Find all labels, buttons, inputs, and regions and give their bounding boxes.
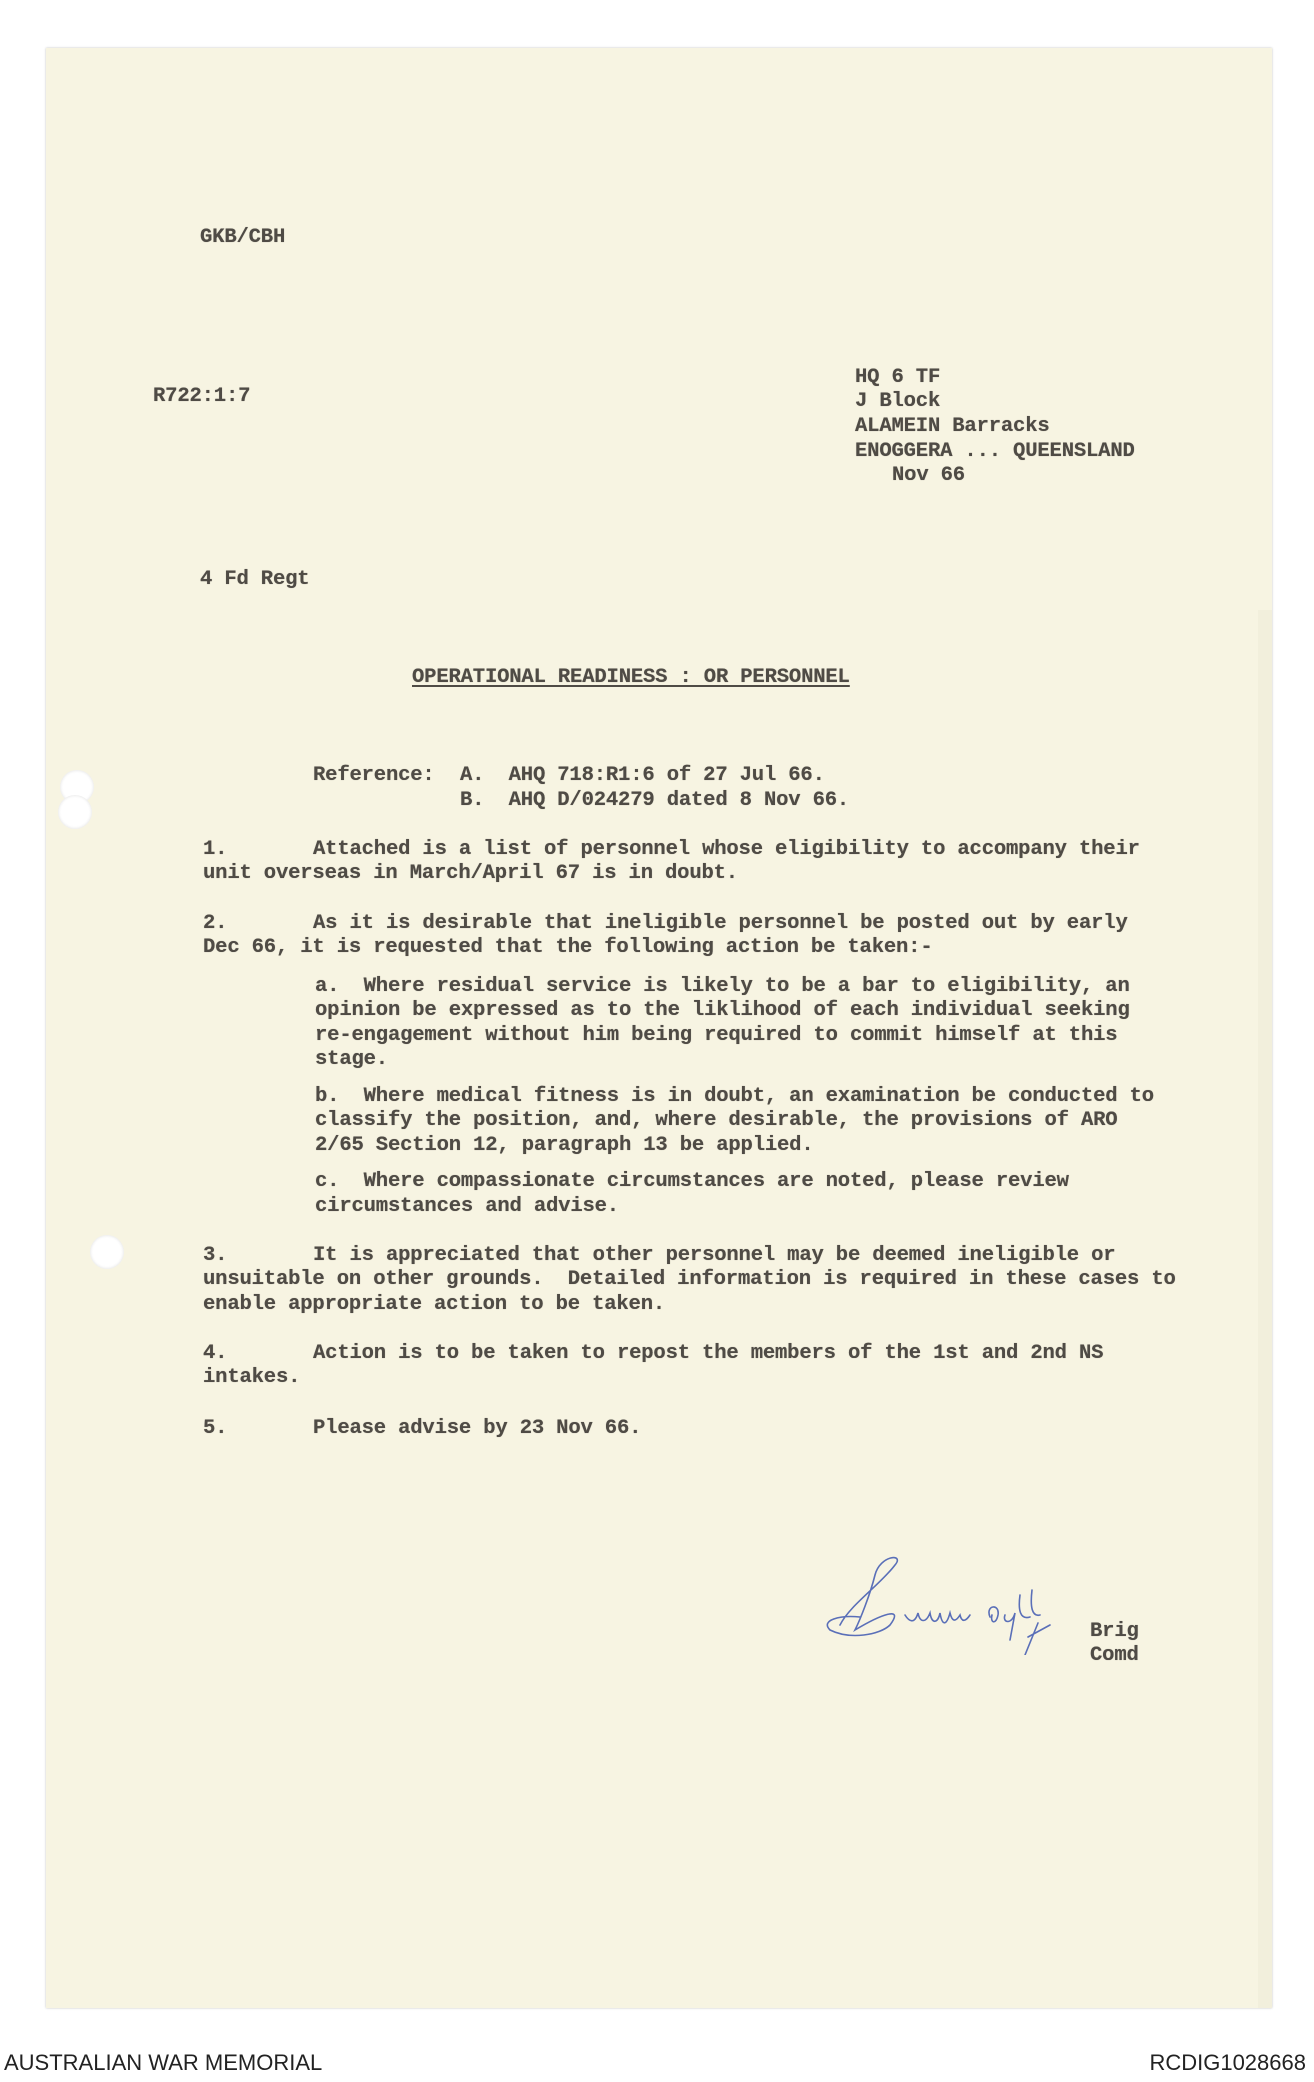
- paragraph-line: Attached is a list of personnel whose eligibility to accompany their: [313, 838, 1140, 861]
- signature-title: Comd: [1090, 1644, 1139, 1667]
- subparagraph-line: stage.: [315, 1048, 388, 1071]
- reference-a: A. AHQ 718:R1:6 of 27 Jul 66.: [460, 764, 825, 787]
- reference-label: Reference:: [313, 764, 435, 787]
- paragraph-line: enable appropriate action to be taken.: [203, 1293, 666, 1316]
- subparagraph-line: a. Where residual service is likely to be a bar to eligibility, an: [315, 975, 1130, 998]
- footer-id: RCDIG1028668: [1149, 2050, 1306, 2075]
- paragraph-line: As it is desirable that ineligible personnel be posted out by early: [313, 912, 1128, 935]
- subparagraph-line: circumstances and advise.: [315, 1195, 619, 1218]
- paragraph-line: intakes.: [203, 1366, 301, 1389]
- subparagraph-line: opinion be expressed as to the liklihood of each individual seeking: [315, 999, 1130, 1022]
- paragraph-line: It is appreciated that other personnel may be deemed ineligible or: [313, 1244, 1116, 1267]
- paragraph-number: 4.: [203, 1342, 228, 1365]
- date-line: Nov 66: [892, 464, 965, 487]
- paragraph-number: 3.: [203, 1244, 228, 1267]
- punch-hole: [58, 795, 92, 829]
- handwritten-signature: [820, 1545, 1120, 1655]
- subparagraph-line: re-engagement without him being required to commit himself at this: [315, 1024, 1118, 1047]
- subparagraph-line: b. Where medical fitness is in doubt, an examination be conducted to: [315, 1085, 1154, 1108]
- punch-hole: [90, 1235, 124, 1269]
- address-line: J Block: [855, 390, 941, 413]
- paragraph-number: 5.: [203, 1417, 228, 1440]
- paragraph-line: Please advise by 23 Nov 66.: [313, 1417, 642, 1440]
- signature-title: Brig: [1090, 1620, 1139, 1643]
- subparagraph-line: c. Where compassionate circumstances are noted, please review: [315, 1170, 1069, 1193]
- document-title: OPERATIONAL READINESS : OR PERSONNEL: [412, 666, 850, 689]
- footer-source: AUSTRALIAN WAR MEMORIAL: [4, 2050, 323, 2075]
- subparagraph-line: classify the position, and, where desirable, the provisions of ARO: [315, 1109, 1118, 1132]
- file-reference: R722:1:7: [153, 385, 251, 408]
- paragraph-line: unit overseas in March/April 67 is in doubt.: [203, 862, 738, 885]
- paragraph-line: unsuitable on other grounds. Detailed information is required in these cases to: [203, 1268, 1176, 1291]
- paragraph-line: Action is to be taken to repost the members of the 1st and 2nd NS: [313, 1342, 1104, 1365]
- page-edge: [1258, 610, 1272, 2008]
- paragraph-number: 2.: [203, 912, 228, 935]
- address-line: ENOGGERA ... QUEENSLAND: [855, 440, 1135, 463]
- reference-b: B. AHQ D/024279 dated 8 Nov 66.: [460, 789, 850, 812]
- address-line: HQ 6 TF: [855, 366, 941, 389]
- address-line: ALAMEIN Barracks: [855, 415, 1050, 438]
- subparagraph-line: 2/65 Section 12, paragraph 13 be applied.: [315, 1134, 814, 1157]
- paragraph-number: 1.: [203, 838, 228, 861]
- recipient: 4 Fd Regt: [200, 568, 310, 591]
- paragraph-line: Dec 66, it is requested that the following action be taken:-: [203, 936, 933, 959]
- initials: GKB/CBH: [200, 226, 286, 249]
